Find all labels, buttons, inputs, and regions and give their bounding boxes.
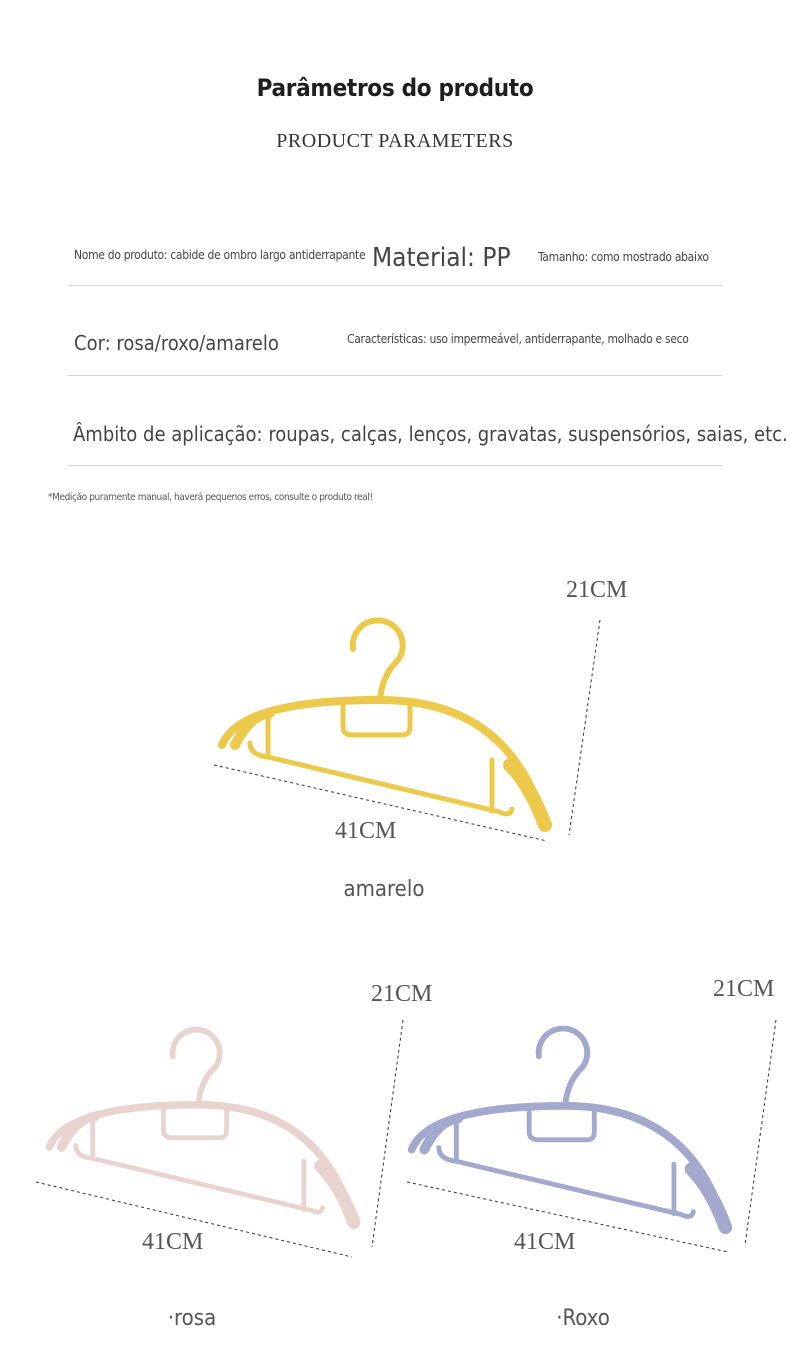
height-dimension-line (745, 1020, 776, 1245)
param-size: Tamanho: como mostrado abaixo (538, 250, 709, 264)
param-material: Material: PP (372, 243, 511, 273)
color-name-label: amarelo (343, 877, 425, 902)
height-label: 21CM (713, 976, 775, 1002)
param-application: Âmbito de aplicação: roupas, calças, lenços, gravatas, suspensórios, saias, etc. (73, 422, 788, 446)
page-subtitle: PRODUCT PARAMETERS (276, 130, 514, 152)
width-label: 41CM (514, 1229, 576, 1255)
page-title: Parâmetros do produto (256, 74, 534, 102)
height-dimension-line (372, 1020, 403, 1247)
height-label: 21CM (566, 577, 628, 603)
width-label: 41CM (142, 1229, 204, 1255)
color-name-label: ·Roxo (556, 1306, 610, 1331)
hanger-pink-image (38, 1018, 368, 1248)
param-color: Cor: rosa/roxo/amarelo (74, 331, 279, 355)
hanger-purple-image (400, 1020, 740, 1250)
height-dimension-line (569, 620, 600, 835)
param-features: Características: uso impermeável, antiderrapante, molhado e seco (347, 332, 689, 346)
width-label: 41CM (335, 818, 397, 844)
height-label: 21CM (371, 981, 433, 1007)
measurement-note: *Medição puramente manual, haverá pequenos erros, consulte o produto real! (48, 492, 373, 503)
param-product-name: Nome do produto: cabide de ombro largo antiderrapante (74, 248, 366, 262)
color-name-label: ·rosa (167, 1306, 217, 1331)
